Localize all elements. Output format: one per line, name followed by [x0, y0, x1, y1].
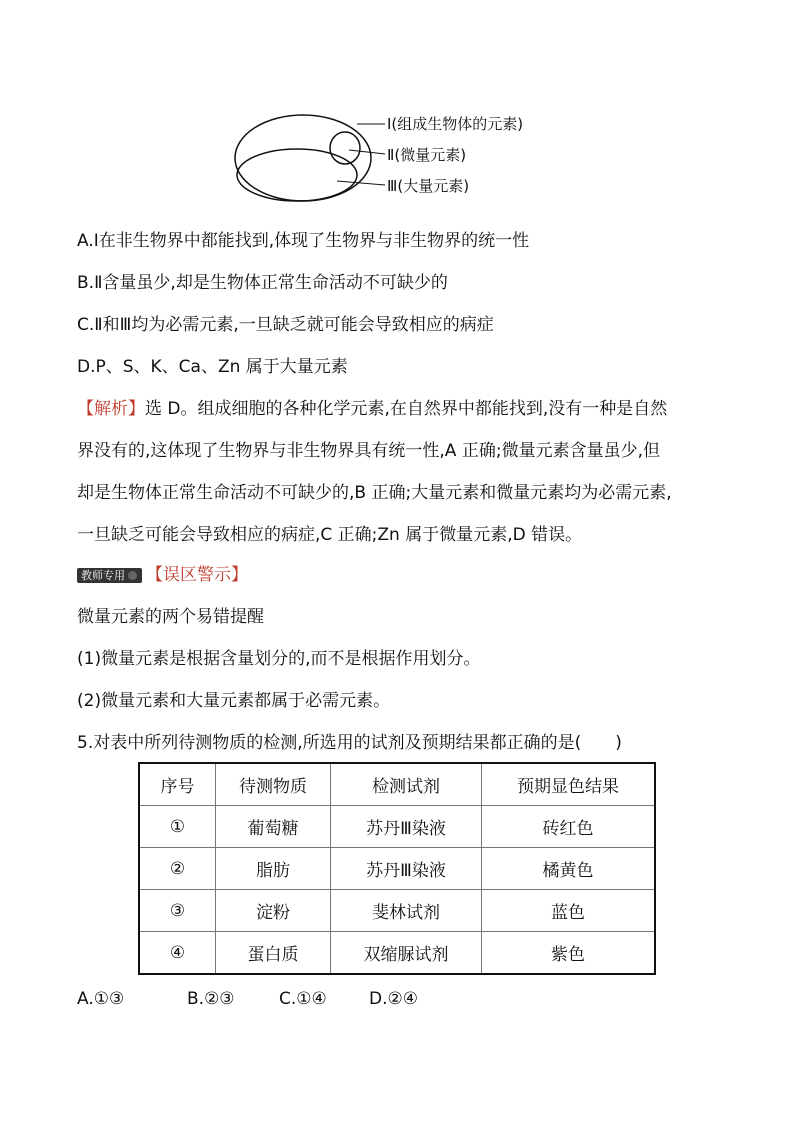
leader-line-2 [349, 150, 385, 154]
analysis-line-1 [77, 398, 667, 420]
table-cell: ③ [139, 890, 216, 932]
table-cell: 蛋白质 [216, 932, 331, 975]
question-5-stem: 5.对表中所列待测物质的检测,所选用的试剂及预期结果都正确的是( ) [77, 733, 622, 753]
question-5-choices [77, 988, 418, 1010]
table-row [139, 848, 655, 890]
table-header-cell: 待测物质 [216, 763, 331, 806]
analysis-line-2: 界没有的,这体现了生物界与非生物界具有统一性,A 正确;微量元素含量虽少,但 [77, 441, 660, 461]
inner-ellipse [237, 149, 357, 201]
option-c: C.Ⅱ和Ⅲ均为必需元素,一旦缺乏就可能会导致相应的病症 [77, 315, 494, 335]
analysis-text-1: 选 D。组成细胞的各种化学元素,在自然界中都能找到,没有一种是自然 [145, 399, 668, 419]
choice-b: B.②③ [187, 989, 235, 1009]
table-cell: 脂肪 [216, 848, 331, 890]
table-header-cell: 预期显色结果 [482, 763, 656, 806]
option-a: A.Ⅰ在非生物界中都能找到,体现了生物界与非生物界的统一性 [77, 231, 530, 251]
table-row [139, 806, 655, 848]
outer-ellipse [235, 115, 371, 201]
table-row [139, 890, 655, 932]
table-cell: 双缩脲试剂 [331, 932, 482, 975]
table-cell: 葡萄糖 [216, 806, 331, 848]
table-cell: ② [139, 848, 216, 890]
teacher-note-title-line [77, 564, 248, 586]
teacher-only-badge [77, 568, 142, 583]
teacher-only-badge-text: 教师专用 [81, 568, 125, 582]
choice-d: D.②④ [369, 989, 418, 1009]
table-header-cell: 检测试剂 [331, 763, 482, 806]
misconception-title: 【误区警示】 [146, 565, 248, 585]
badge-dot-icon [127, 570, 138, 581]
option-d: D.P、S、K、Ca、Zn 属于大量元素 [77, 357, 348, 377]
teacher-note-item-2: (2)微量元素和大量元素都属于必需元素。 [77, 691, 391, 711]
table-cell: ① [139, 806, 216, 848]
table-cell: 紫色 [482, 932, 656, 975]
table-cell: ④ [139, 932, 216, 975]
table-header-cell: 序号 [139, 763, 216, 806]
table-cell: 苏丹Ⅲ染液 [331, 806, 482, 848]
table-row [139, 932, 655, 975]
table-cell: 淀粉 [216, 890, 331, 932]
analysis-line-4: 一旦缺乏可能会导致相应的病症,C 正确;Zn 属于微量元素,D 错误。 [77, 525, 583, 545]
analysis-line-3: 却是生物体正常生命活动不可缺少的,B 正确;大量元素和微量元素均为必需元素, [77, 483, 672, 503]
diagram-label-2: Ⅱ(微量元素) [387, 146, 467, 164]
table-cell: 蓝色 [482, 890, 656, 932]
choice-c: C.①④ [279, 989, 327, 1009]
table-cell: 橘黄色 [482, 848, 656, 890]
option-b: B.Ⅱ含量虽少,却是生物体正常生命活动不可缺少的 [77, 273, 448, 293]
diagram-label-3: Ⅲ(大量元素) [387, 177, 470, 195]
teacher-note-heading: 微量元素的两个易错提醒 [77, 607, 264, 627]
table-header-row [139, 763, 655, 806]
table-cell: 砖红色 [482, 806, 656, 848]
detection-table [138, 762, 656, 975]
choice-a: A.①③ [77, 989, 125, 1009]
analysis-tag: 【解析】 [77, 399, 145, 419]
diagram-label-1: Ⅰ(组成生物体的元素) [387, 115, 524, 133]
table-cell: 苏丹Ⅲ染液 [331, 848, 482, 890]
teacher-note-item-1: (1)微量元素是根据含量划分的,而不是根据作用划分。 [77, 649, 481, 669]
table-cell: 斐林试剂 [331, 890, 482, 932]
element-venn-diagram [225, 105, 585, 205]
